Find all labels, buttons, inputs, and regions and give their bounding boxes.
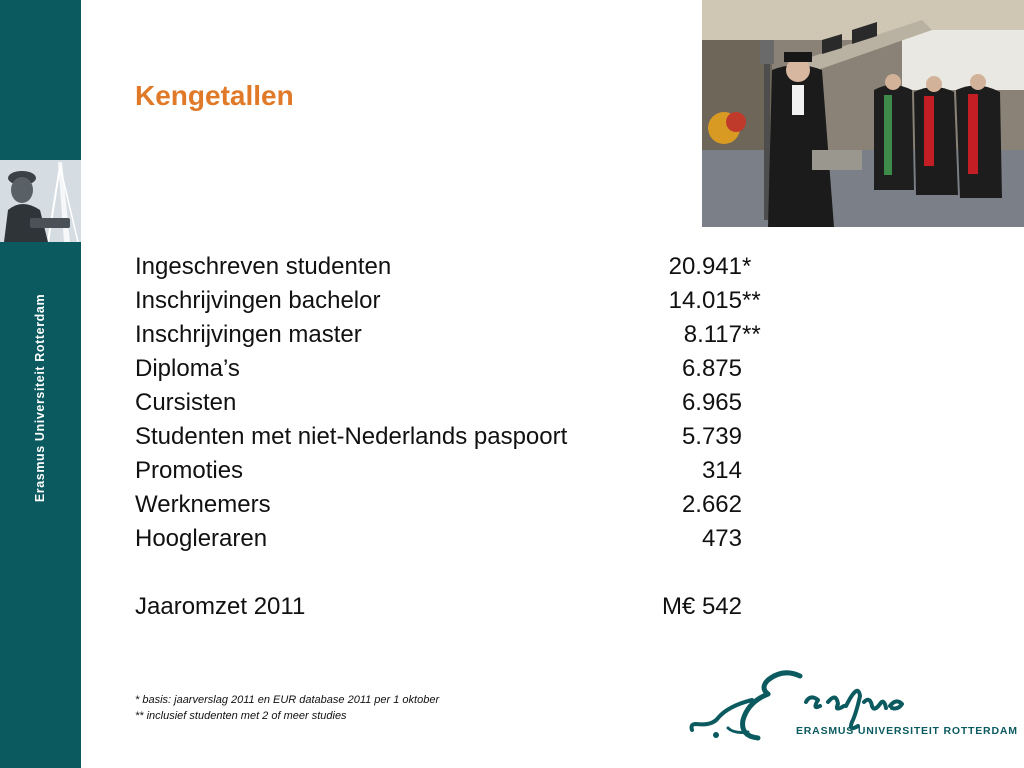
stat-row-annual-revenue [135, 590, 755, 624]
erasmus-logo [688, 662, 1018, 747]
stat-label: Diploma’s [135, 355, 240, 382]
left-sidebar [0, 0, 81, 768]
stat-value: 5.739 [681, 423, 742, 450]
stat-label: Hoogleraren [135, 525, 268, 552]
stat-label: Ingeschreven studenten [135, 253, 392, 280]
stat-row-professors [135, 522, 755, 556]
stat-row-course-participants [135, 386, 755, 420]
stat-row-doctorates [135, 454, 755, 488]
stat-label: Inschrijvingen master [135, 321, 362, 348]
stat-row-enrolled-students [135, 250, 755, 284]
stat-value: 14.015** [668, 287, 761, 314]
stats-list [135, 250, 761, 624]
stat-value: 2.662 [681, 491, 742, 518]
stat-value: 314 [701, 457, 742, 484]
stat-row-non-dutch-passport [135, 420, 755, 454]
footnotes [135, 692, 439, 724]
stat-value: 6.965 [681, 389, 742, 416]
ceremony-photo [702, 0, 1024, 227]
footnote-1: * basis: jaarverslag 2011 en EUR database 2011 per 1 oktober [135, 694, 440, 706]
stat-row-employees [135, 488, 755, 522]
erasmus-statue-thumbnail [0, 160, 81, 242]
page-title: Kengetallen [135, 80, 294, 111]
stat-label: Werknemers [135, 491, 271, 518]
stat-label: Cursisten [135, 389, 237, 416]
stat-label: Promoties [135, 457, 244, 484]
stat-value: 473 [701, 525, 742, 552]
footnote-2: ** inclusief studenten met 2 of meer studies [135, 710, 347, 722]
stat-value: 6.875 [681, 355, 742, 382]
stat-value: 8.117** [683, 321, 761, 348]
sidebar-university-name: Erasmus Universiteit Rotterdam [33, 293, 47, 503]
stat-row-bachelor-enrolments [135, 284, 761, 318]
stat-label: Jaaromzet 2011 [135, 593, 306, 620]
stat-row-master-enrolments [135, 318, 761, 352]
logo-wordmark: ERASMUS UNIVERSITEIT ROTTERDAM [796, 725, 1018, 737]
stat-label: Inschrijvingen bachelor [135, 287, 381, 314]
stat-row-diplomas [135, 352, 755, 386]
stat-label: Studenten met niet-Nederlands paspoort [135, 423, 568, 450]
stat-value: 20.941* [668, 253, 752, 280]
row-spacer [135, 556, 755, 590]
stat-value: M€ 542 [661, 593, 742, 620]
